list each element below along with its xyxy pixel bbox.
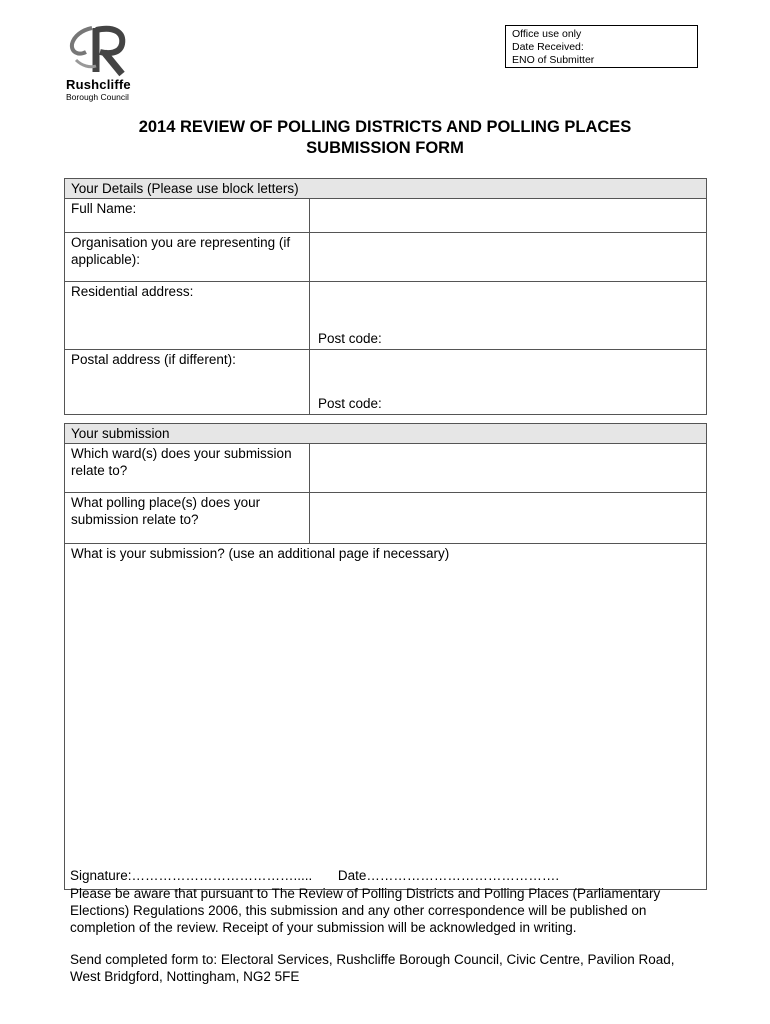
postal-postcode-label: Post code: bbox=[318, 396, 382, 411]
submission-table bbox=[64, 423, 707, 890]
organisation-label: Organisation you are representing (if applicable): bbox=[65, 233, 310, 282]
eno-label: ENO of Submitter bbox=[512, 54, 595, 66]
residential-address-label: Residential address: bbox=[65, 282, 310, 350]
organisation-field[interactable] bbox=[310, 233, 707, 282]
form-title: 2014 REVIEW OF POLLING DISTRICTS AND POLLING PLACES bbox=[138, 118, 632, 136]
rushcliffe-r-mark-icon bbox=[62, 22, 142, 78]
polling-places-label: What polling place(s) does your submission relate to? bbox=[65, 493, 310, 544]
submission-header: Your submission bbox=[65, 424, 707, 444]
residential-postcode-label: Post code: bbox=[318, 331, 382, 346]
wards-field[interactable] bbox=[310, 444, 707, 493]
residential-address-field[interactable] bbox=[310, 282, 707, 350]
postal-address-field[interactable] bbox=[310, 350, 707, 415]
details-header: Your Details (Please use block letters) bbox=[65, 179, 707, 199]
submission-text-area[interactable] bbox=[65, 544, 707, 890]
wards-label: Which ward(s) does your submission relate to? bbox=[65, 444, 310, 493]
council-logo bbox=[62, 22, 142, 114]
signature-row bbox=[70, 868, 559, 883]
form-subtitle: SUBMISSION FORM bbox=[306, 139, 464, 157]
date-field[interactable]: Date……………………………………. bbox=[337, 868, 560, 883]
signature-field[interactable]: Signature:………………………………..... bbox=[70, 868, 313, 883]
date-received-label: Date Received: bbox=[512, 41, 584, 53]
logo-name: Rushcliffe bbox=[66, 77, 131, 92]
logo-subtitle: Borough Council bbox=[66, 92, 129, 102]
full-name-label: Full Name: bbox=[65, 199, 310, 233]
publication-notice: Please be aware that pursuant to The Review of Polling Districts and Polling Places (Parliamentary Elections) Regulations 2006, this submission and any other correspondence will be published on completion of the review. Receipt of your submission will be acknowledged in writing. bbox=[70, 886, 661, 935]
full-name-field[interactable] bbox=[310, 199, 707, 233]
office-use-box bbox=[505, 25, 698, 68]
postal-address-label: Postal address (if different): bbox=[65, 350, 310, 415]
office-use-label: Office use only bbox=[512, 28, 582, 40]
polling-places-field[interactable] bbox=[310, 493, 707, 544]
details-table bbox=[64, 178, 707, 415]
send-address: Send completed form to: Electoral Services, Rushcliffe Borough Council, Civic Centre, Pavilion Road, West Bridgford, Nottingham, NG2 5FE bbox=[70, 952, 675, 984]
submission-prompt: What is your submission? (use an additional page if necessary) bbox=[71, 546, 450, 561]
